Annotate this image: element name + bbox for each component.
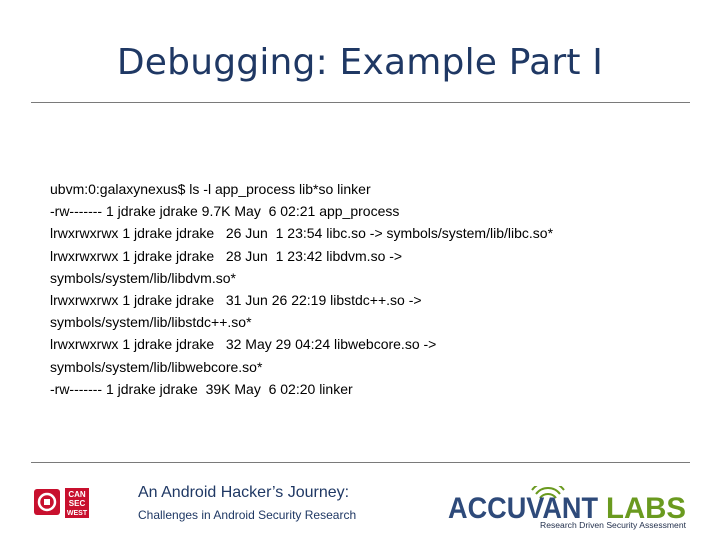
logo-tagline: Research Driven Security Assessment	[540, 521, 687, 530]
cansecwest-logo	[34, 487, 94, 523]
logo-line-3: WEST	[66, 510, 88, 517]
slide-body	[50, 178, 670, 400]
footer-title: An Android Hacker’s Journey:	[138, 484, 350, 501]
body-line: symbols/system/lib/libwebcore.so*	[50, 358, 263, 375]
body-line: lrwxrwxrwx 1 jdrake jdrake 28 Jun 1 23:42 libdvm.so ->	[50, 247, 403, 264]
logo-word-accuvant: ACCUVANT	[448, 492, 598, 525]
footer-caption	[138, 484, 356, 522]
body-line: lrwxrwxrwx 1 jdrake jdrake 26 Jun 1 23:54 libc.so -> symbols/system/lib/libc.so*	[50, 225, 554, 242]
body-line: lrwxrwxrwx 1 jdrake jdrake 32 May 29 04:24 libwebcore.so ->	[50, 336, 437, 353]
title-divider	[31, 102, 690, 103]
body-line: -rw------- 1 jdrake jdrake 39K May 6 02:20 linker	[50, 380, 353, 397]
accuvant-labs-logo	[446, 486, 691, 534]
body-line: lrwxrwxrwx 1 jdrake jdrake 31 Jun 26 22:19 libstdc++.so ->	[50, 292, 422, 309]
page-title: Debugging: Example Part I	[116, 42, 604, 83]
logo-word-labs: LABS	[606, 492, 686, 525]
body-line: symbols/system/lib/libdvm.so*	[50, 269, 236, 286]
footer-subtitle: Challenges in Android Security Research	[138, 508, 357, 522]
logo-line-2: SEC	[68, 499, 86, 508]
body-line: -rw------- 1 jdrake jdrake 9.7K May 6 02:21 app_process	[50, 203, 400, 220]
accuvant-labs-logo-graphic	[446, 486, 691, 530]
body-line: ubvm:0:galaxynexus$ ls -l app_process lib*so linker	[50, 181, 371, 197]
body-line: symbols/system/lib/libstdc++.so*	[50, 314, 252, 331]
cansecwest-logo-graphic	[34, 487, 94, 519]
footer-divider	[31, 462, 690, 463]
logo-line-1: CAN	[68, 490, 86, 499]
